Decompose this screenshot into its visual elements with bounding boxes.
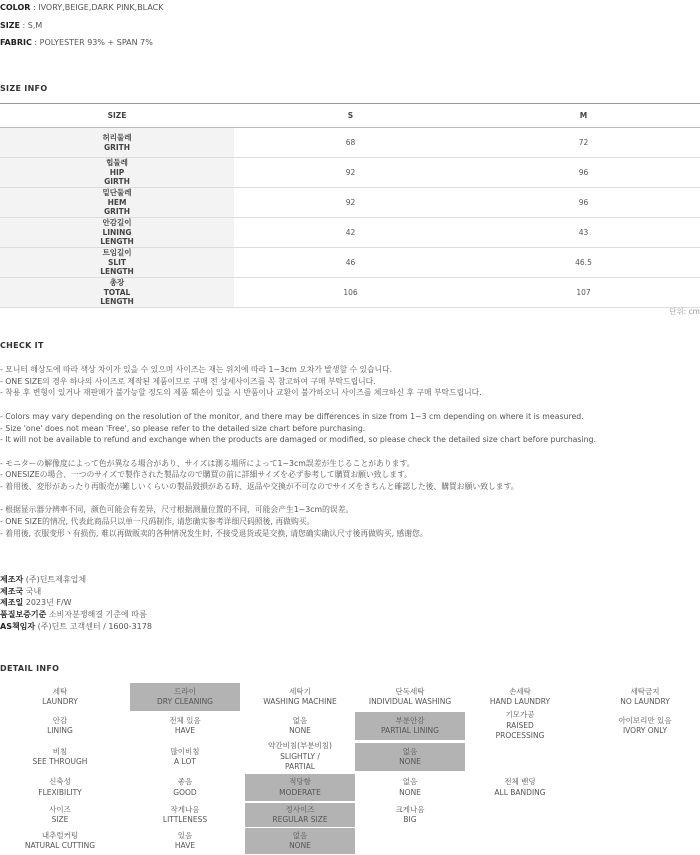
detail-option-selected [245,774,355,801]
size-label: SIZE [0,21,21,30]
detail-text: 없음 [402,746,418,756]
size-row-label-line: LENGTH [100,267,134,277]
size-table-row [0,278,700,308]
size-row-label-line: 힙둘레 [106,158,128,168]
detail-row [0,683,700,711]
detail-option [245,743,355,771]
detail-option [355,803,465,827]
maker-line [0,586,152,598]
detail-text: 없음 [292,715,308,725]
detail-text: 작게나옴 [170,804,200,814]
detail-text: RAISED [506,720,534,730]
detail-option [355,774,465,801]
maker-line [0,597,152,609]
fabric-info [0,38,153,47]
size-row-label [0,218,234,248]
size-table-row [0,188,700,218]
detail-option [245,712,355,740]
maker-value: (주)딘트 고객센터 / 1600-3178 [35,621,152,631]
detail-text: LITTLENESS [162,815,208,824]
maker-label: 제조자 [0,575,24,584]
maker-label: 제조국 [0,586,24,596]
size-row-label-line: SLIT [107,257,127,267]
detail-text: 단독세탁 [395,686,425,696]
size-value-m: 72 [467,128,700,158]
detail-text: NONE [399,757,421,766]
check-it-notes [0,364,700,540]
detail-row-label [5,803,115,827]
size-info-line [0,21,42,30]
size-row-label [0,158,234,188]
detail-option [130,803,240,827]
detail-text: PARTIAL [285,762,315,772]
note-line: - ONE SIZE의 경우 하나의 사이즈로 제작된 제품이므로 구매 전 상세사이즈를 꼭 참고하여 구매 부탁드립니다. [0,376,376,386]
size-row-label-line: 안감길이 [102,218,132,228]
detail-text: SIZE [51,815,69,824]
maker-info [0,574,152,633]
size-row-label-line: TOTAL [103,287,131,297]
detail-text: NATURAL CUTTING [24,841,96,850]
detail-info-title: DETAIL INFO [0,664,60,673]
detail-text: 신축성 [49,777,71,786]
detail-option-selected [355,743,465,771]
size-value-m: 96 [467,188,700,218]
maker-value: 소비자분쟁해결 기준에 따름 [46,610,147,620]
size-row-label-line: 총장 [109,278,125,288]
note-line: - Colors may vary depending on the resolution of the monitor, and there may be differences in size from 1~3 cm depending on where it is measured. [0,411,584,421]
detail-text: A LOT [174,757,196,766]
note-line: - Size 'one' does not mean 'Free', so please refer to the detailed size chart before purchasing. [0,423,366,433]
detail-row-label [5,743,115,771]
detail-text: ALL BANDING [494,787,546,797]
detail-text: LINING [47,726,73,735]
size-row-label [0,278,234,308]
detail-option [465,683,575,711]
size-value-s: 106 [234,278,467,308]
size-value-s: 42 [234,218,467,248]
detail-text: 없음 [402,777,418,786]
detail-row [0,774,700,801]
note-line: - ONESIZEの場合、一つのサイズで製作された製品なので購買の前に詳細サイズを必ず参考して購買お願い致します。 [0,470,413,480]
size-table-row [0,128,700,158]
detail-option-selected [245,803,355,827]
detail-text: SLIGHTLY / [280,751,320,761]
size-row-label-line: LENGTH [100,237,134,247]
detail-row-label [5,683,115,711]
size-table-row [0,248,700,278]
size-header-s: S [234,104,467,128]
size-value-s: 92 [234,188,467,218]
detail-option [245,683,355,711]
size-header-m: M [467,104,700,128]
size-row-label-line: LINING [102,227,132,237]
detail-text: PROCESSING [495,731,545,741]
detail-text: GOOD [173,787,197,797]
detail-text: IVORY ONLY [622,726,668,735]
detail-text: NONE [399,787,421,797]
size-value-m: 107 [467,278,700,308]
size-value-s: 46 [234,248,467,278]
detail-text: HAVE [174,726,196,735]
size-value-m: 46.5 [467,248,700,278]
maker-line [0,574,152,586]
detail-row-label [5,712,115,740]
size-row-label-line: 허리둘레 [102,133,132,142]
check-it-title: CHECK IT [0,341,44,350]
size-table-row [0,218,700,248]
detail-text: 정사이즈 [285,804,315,814]
notes-gap [0,446,700,458]
detail-option-selected [245,828,355,854]
detail-text: 기모가공 [505,710,535,720]
size-value-s: 68 [234,128,467,158]
notes-gap [0,399,700,411]
fabric-value: : POLYESTER 93% + SPAN 7% [31,38,153,47]
detail-text: 많이비침 [170,746,200,756]
note-line: - It will not be available to refund and exchange when the products are damaged or modified, so please check the detailed size chart before purchasing. [0,435,597,445]
detail-text: 세탁 [52,686,68,696]
detail-option [130,774,240,801]
detail-text: 아이보리만 있음 [618,715,672,725]
size-row-label-line: HEM [107,197,127,207]
detail-text: SEE THROUGH [32,757,88,766]
detail-option [465,774,575,801]
detail-text: MODERATE [279,787,321,797]
detail-text: HAVE [174,841,196,850]
detail-text: LAUNDRY [42,697,78,706]
note-line: - モニターの解像度によって色が異なる場合があり、サイズは測る場所によって1~3cm誤差が生じることがあります。 [0,458,415,468]
detail-option [130,712,240,740]
detail-row [0,803,700,827]
maker-line [0,621,152,633]
color-label: COLOR [0,3,31,12]
fabric-label: FABRIC [0,38,32,47]
color-value: : IVORY,BEIGE,DARK PINK,BLACK [30,3,164,12]
detail-text: 사이즈 [49,804,71,814]
maker-line [0,609,152,621]
note-line: - ONE SIZE的情况, 代表此商品只以单一尺码制作, 请您确实参考详细尺码照後, 再做购买。 [0,517,315,527]
detail-text: BIG [403,815,417,824]
detail-option [465,712,575,740]
detail-text: NONE [289,841,311,850]
detail-text: FLEXIBILITY [38,787,82,797]
detail-row-label [5,774,115,801]
maker-label: 품질보증기준 [0,610,47,620]
detail-text: 세탁기 [289,686,311,696]
size-row-label-line: 트임길이 [102,248,132,258]
detail-option [355,683,465,711]
detail-option [130,743,240,771]
maker-value: 국내 [23,586,42,596]
size-row-label [0,248,234,278]
color-info [0,3,164,12]
size-row-label-line: GRITH [103,207,131,217]
size-row-label [0,128,234,158]
detail-row-label [5,828,115,854]
unit-note: 단위: cm [669,307,700,316]
maker-value: 2023년 F/W [23,598,72,608]
detail-row [0,712,700,740]
detail-text: 적당함 [289,777,311,786]
detail-text: 크게나옴 [395,804,425,814]
detail-text: 없음 [292,830,308,840]
detail-text: 부분안감 [395,715,425,725]
size-table-header [0,104,700,128]
detail-text: 약간비침(부분비침) [268,741,332,751]
note-line: - 根据显示器分辨率不同，颜色可能会有差异，尺寸根据测量位置的不同，可能会产生1~3cm的误差。 [0,505,354,515]
detail-text: 좋음 [177,777,193,786]
detail-text: PARTIAL LINING [381,726,439,735]
detail-text: INDIVIDUAL WASHING [368,697,452,706]
note-line: - 착용 후 변형이 있거나 재판매가 불가능할 정도의 제품 훼손이 있을 시 반품이나 교환이 불가하오니 사이즈를 체크하신 후 구매 부탁드립니다. [0,388,482,398]
detail-text: 내추럴커팅 [41,830,79,840]
detail-text: 전체 밴딩 [504,777,536,786]
detail-option-selected [130,683,240,711]
size-info-title: SIZE INFO [0,84,48,93]
detail-text: HAND LAUNDRY [489,697,551,706]
detail-text: 세탁금지 [630,686,660,696]
size-row-label-line: GIRTH [104,177,130,187]
detail-option [590,712,700,740]
detail-text: NONE [289,726,311,735]
size-header-label: SIZE [0,104,234,128]
detail-row [0,828,700,854]
detail-text: 드라이 [174,686,196,696]
detail-option [590,683,700,711]
size-value-s: 92 [234,158,467,188]
detail-text: DRY CLEANING [156,697,213,706]
detail-text: 손세탁 [509,686,531,696]
note-line: - 着用後、変形があったり再販売が難しいくらいの製品毀損がある時、返品や交換が不可なのでサイズをきちんと確認した後、購買お願い致します。 [0,482,519,491]
note-line: - 모니터 해상도에 따라 색상 차이가 있을 수 있으며 사이즈는 재는 위치에 따라 1~3cm 오차가 발생할 수 있습니다. [0,365,393,374]
detail-row [0,743,700,771]
note-line: - 着用後, 衣服变形丶有损伤, 难以再做贩卖的各种情况发生时, 不接受退货或是交换, 请您确实确认尺寸後再做购买, 感谢您。 [0,528,428,538]
notes-gap [0,493,700,505]
detail-text: 있음 [177,830,193,840]
size-value: : S,M [20,21,43,30]
detail-text: 안감 [52,715,68,725]
detail-option-selected [355,712,465,740]
detail-text: NO LAUNDRY [620,697,670,706]
size-row-label-line: HIP [109,167,125,177]
maker-label: AS책임자 [0,621,36,631]
size-value-m: 96 [467,158,700,188]
maker-value: (주)딘트제휴업체 [23,575,87,584]
detail-text: 비침 [52,746,68,756]
detail-text: WASHING MACHINE [263,697,337,706]
size-row-label-line: LENGTH [100,297,134,307]
size-row-label [0,188,234,218]
maker-label: 제조일 [0,598,24,608]
size-row-label-line: GRITH [103,142,131,152]
size-table [0,103,700,308]
detail-text: 전체 있음 [169,715,201,725]
detail-text: REGULAR SIZE [272,815,328,824]
size-value-m: 43 [467,218,700,248]
size-table-row [0,158,700,188]
size-row-label-line: 밑단둘레 [102,188,132,198]
detail-option [130,828,240,854]
